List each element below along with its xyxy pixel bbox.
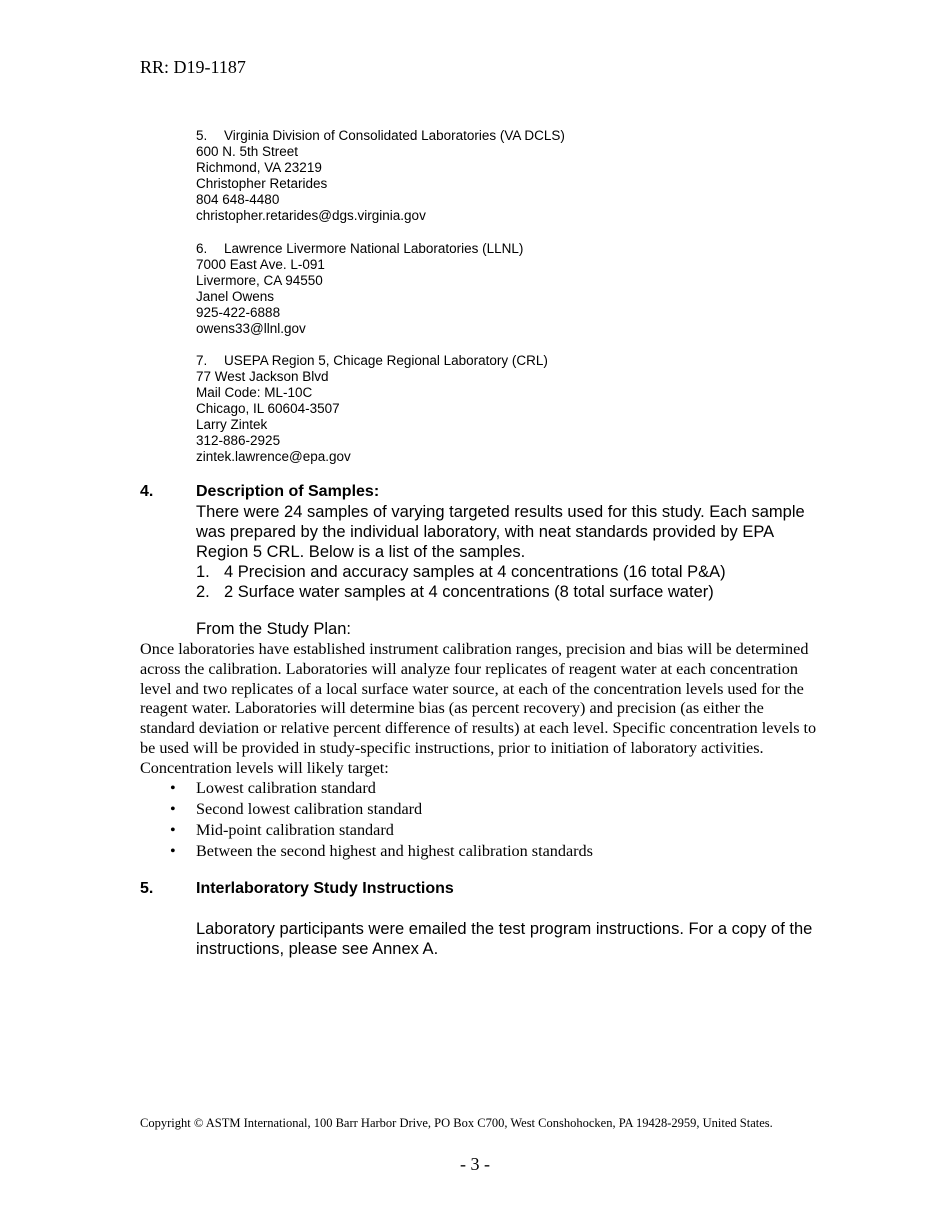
bullet-icon: • <box>170 779 176 797</box>
list-item-text: 2 Surface water samples at 4 concentrations (8 total surface water) <box>224 583 714 601</box>
list-item <box>140 799 593 820</box>
lab-address-line: 600 N. 5th Street <box>196 144 299 159</box>
page-number: - 3 - <box>460 1154 490 1174</box>
section-5-number: 5. <box>140 880 154 897</box>
lab-contact-name: Janel Owens <box>196 289 275 304</box>
bullet-icon: • <box>170 800 176 818</box>
copyright-footer: Copyright © ASTM International, 100 Barr Harbor Drive, PO Box C700, West Conshohocken, PA 19428-2959, United States. <box>140 1116 773 1130</box>
list-item-text: Between the second highest and highest calibration standards <box>196 842 593 860</box>
section-4-body <box>196 502 816 602</box>
lab-name: Virginia Division of Consolidated Laboratories (VA DCLS) <box>224 128 565 143</box>
lab-entry-7 <box>196 353 548 465</box>
lab-title <box>196 128 565 144</box>
lab-entry-5 <box>196 128 565 224</box>
lab-address-line: Chicago, IL 60604-3507 <box>196 401 340 416</box>
samples-description: There were 24 samples of varying targeted results used for this study. Each sample was prepared by the individual laboratory, with neat standards provided by EPA Region 5 CRL. Below is a list of the samples. <box>196 503 805 561</box>
samples-list <box>196 562 816 602</box>
lab-number: 7. <box>196 353 208 368</box>
lab-email: zintek.lawrence@epa.gov <box>196 449 351 464</box>
lab-address-line: 77 West Jackson Blvd <box>196 369 329 384</box>
lab-title <box>196 241 523 257</box>
list-item-number: 2. <box>196 583 210 601</box>
list-item-text: Mid-point calibration standard <box>196 821 394 839</box>
list-item <box>140 778 593 799</box>
bullet-icon: • <box>170 842 176 860</box>
list-item-text: Lowest calibration standard <box>196 779 376 797</box>
list-item-number: 1. <box>196 563 210 581</box>
lab-phone: 312-886-2925 <box>196 433 281 448</box>
lab-address-line: Livermore, CA 94550 <box>196 273 323 288</box>
study-plan-label: From the Study Plan: <box>196 620 351 638</box>
lab-title <box>196 353 548 369</box>
concentration-levels-list <box>140 778 593 862</box>
list-item <box>196 562 816 582</box>
list-item-text: 4 Precision and accuracy samples at 4 concentrations (16 total P&A) <box>224 563 726 581</box>
bullet-icon: • <box>170 821 176 839</box>
lab-number: 6. <box>196 241 208 256</box>
lab-email: christopher.retarides@dgs.virginia.gov <box>196 208 426 223</box>
lab-phone: 925-422-6888 <box>196 305 281 320</box>
report-id-header: RR: D19-1187 <box>140 57 246 77</box>
list-item <box>196 582 816 602</box>
lab-address-line: 7000 East Ave. L-091 <box>196 257 325 272</box>
lab-contact-name: Larry Zintek <box>196 417 268 432</box>
list-item <box>140 841 593 862</box>
section-4-number: 4. <box>140 483 154 500</box>
lab-mail-code: Mail Code: ML-10C <box>196 385 313 400</box>
lab-email: owens33@llnl.gov <box>196 321 306 336</box>
study-plan-text: Once laboratories have established instrument calibration ranges, precision and bias will be determined across the calibration. Laboratories will analyze four replicates of reagent water at each concentration level and two replicates of a local surface water source, at each of the concentration levels used for the reagent water. Laboratories will determine bias (as percent recovery) and precision (as either the standard deviation or relative percent difference of results) at each level. Specific concentration levels to be used will be provided in study-specific instructions, prior to initiation of laboratory activities. Concentration levels will likely target: <box>140 640 817 777</box>
lab-number: 5. <box>196 128 208 143</box>
section-5-body: Laboratory participants were emailed the test program instructions. For a copy of the instructions, please see Annex A. <box>196 920 813 958</box>
lab-address-line: Richmond, VA 23219 <box>196 160 322 175</box>
section-5-heading: Interlaboratory Study Instructions <box>196 880 454 897</box>
lab-entry-6 <box>196 241 523 337</box>
lab-phone: 804 648-4480 <box>196 192 280 207</box>
lab-name: USEPA Region 5, Chicage Regional Laboratory (CRL) <box>224 353 548 368</box>
section-4-heading: Description of Samples: <box>196 483 380 500</box>
list-item-text: Second lowest calibration standard <box>196 800 423 818</box>
lab-contact-name: Christopher Retarides <box>196 176 328 191</box>
list-item <box>140 820 593 841</box>
lab-name: Lawrence Livermore National Laboratories (LLNL) <box>224 241 524 256</box>
